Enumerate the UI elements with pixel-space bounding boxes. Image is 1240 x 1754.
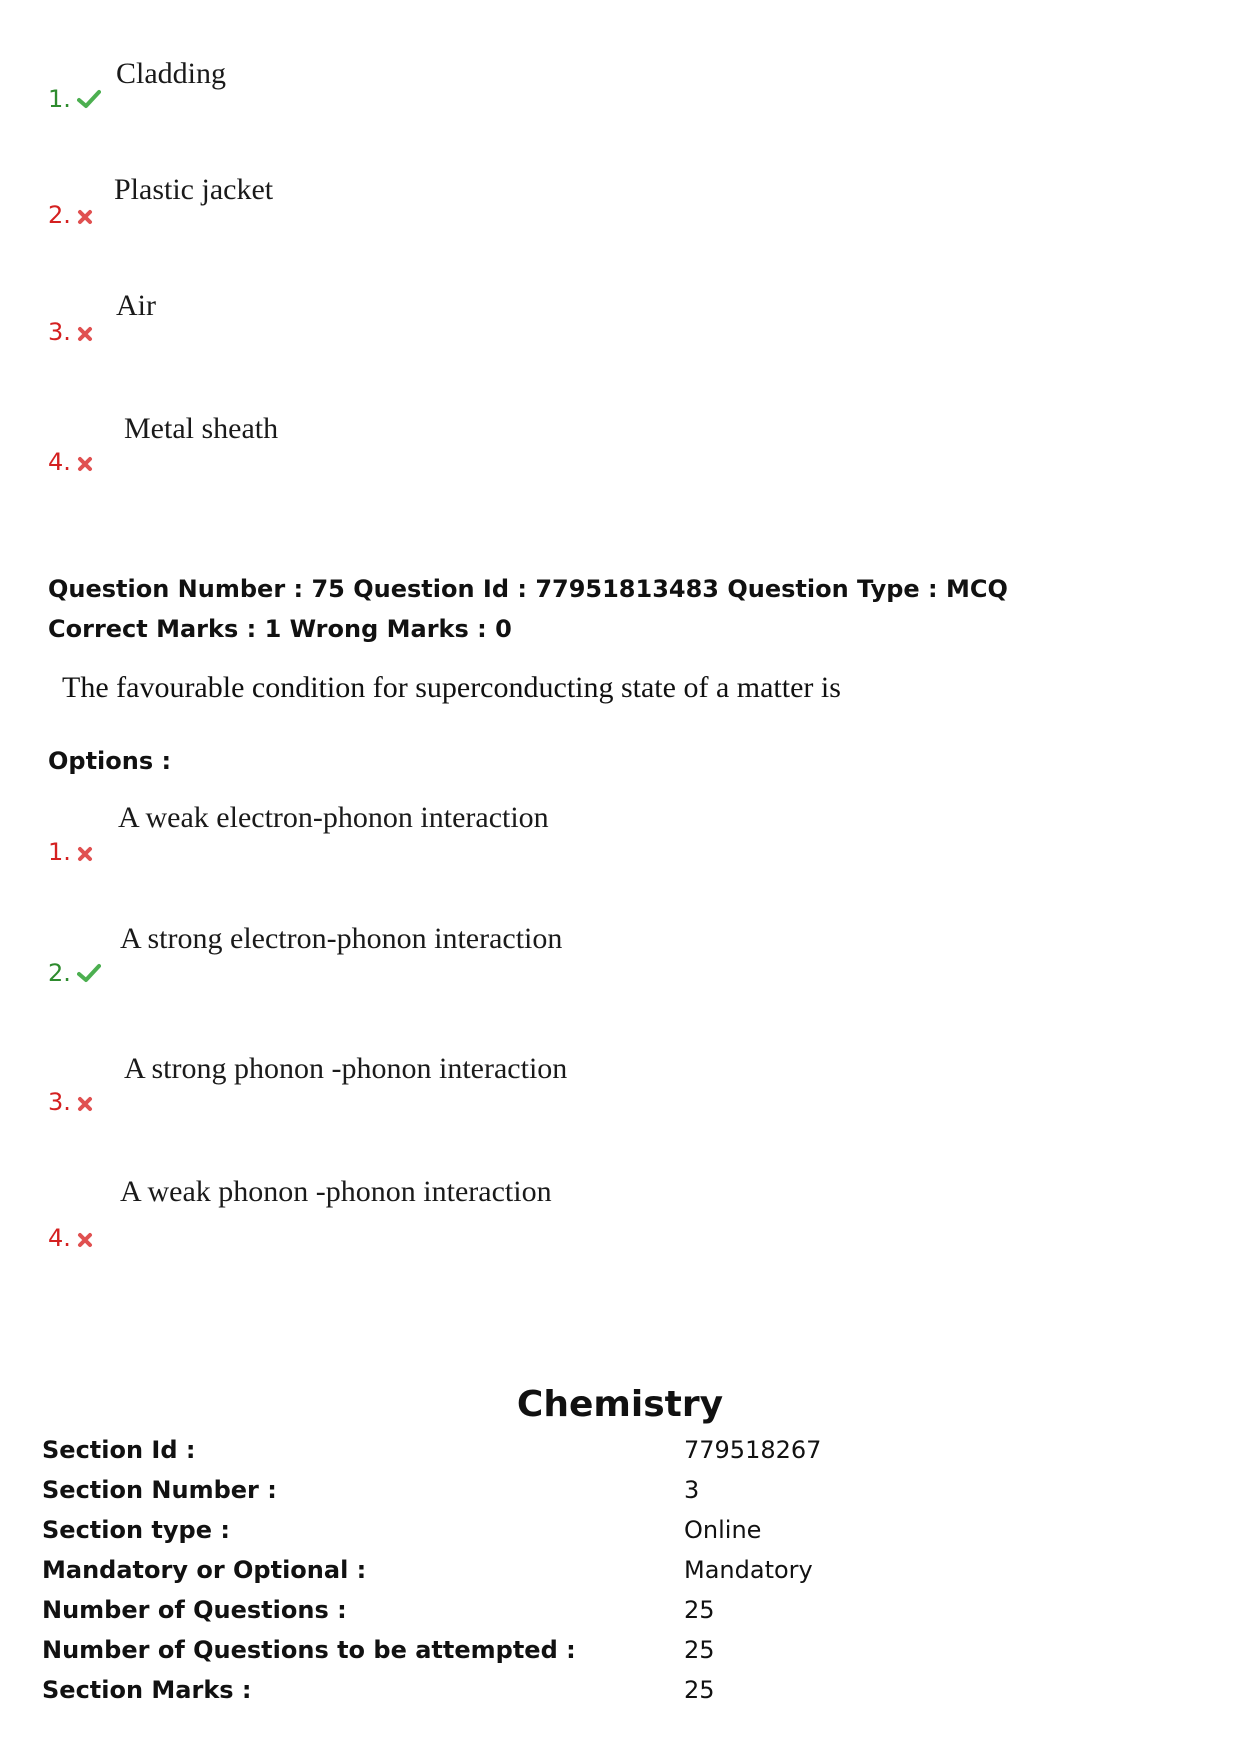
marks-meta: Correct Marks : 1 Wrong Marks : 0 [48,615,512,643]
section-value: 25 [684,1596,715,1624]
cross-icon [77,203,93,231]
cross-icon [77,320,93,348]
section-label: Number of Questions to be attempted : [42,1636,576,1664]
cross-icon [77,450,93,478]
option-number [48,318,93,348]
question-meta: Question Number : 75 Question Id : 77951813483 Question Type : MCQ [48,575,1008,603]
option-number [48,838,93,868]
section-value: 25 [684,1676,715,1704]
option-number [48,959,101,989]
cross-icon [77,1226,93,1254]
section-row [42,1514,1142,1550]
options-label: Options : [48,747,172,775]
section-label: Mandatory or Optional : [42,1556,367,1584]
cross-icon [77,1090,93,1118]
option-number-label: 1. [48,85,71,113]
option-number [48,1088,93,1118]
section-label: Section Number : [42,1476,277,1504]
option-text: Plastic jacket [114,173,274,206]
section-label: Section Id : [42,1436,196,1464]
option-number-label: 1. [48,838,71,866]
section-label: Section Marks : [42,1676,252,1704]
section-row [42,1554,1142,1590]
section-value: Online [684,1516,762,1544]
cross-icon [77,840,93,868]
option-number-label: 3. [48,1088,71,1116]
option-text: Metal sheath [124,412,279,445]
option-text: A strong electron-phonon interaction [120,922,563,955]
option-text: A weak phonon -phonon interaction [120,1175,552,1208]
section-row [42,1434,1142,1470]
option-number [48,448,93,478]
question-text: The favourable condition for superconducting state of a matter is [62,671,841,704]
option-number-label: 2. [48,201,71,229]
section-label: Number of Questions : [42,1596,347,1624]
option-text: Cladding [116,57,226,90]
option-text: A weak electron-phonon interaction [118,801,549,834]
section-value: Mandatory [684,1556,813,1584]
option-number-label: 4. [48,1224,71,1252]
option-text: Air [116,289,156,322]
option-number [48,201,93,231]
option-number [48,85,101,115]
option-number [48,1224,93,1254]
section-value: 779518267 [684,1436,822,1464]
section-row [42,1634,1142,1670]
option-text: A strong phonon -phonon interaction [124,1052,568,1085]
option-number-label: 2. [48,959,71,987]
section-row [42,1674,1142,1710]
check-icon [77,87,101,115]
section-label: Section type : [42,1516,230,1544]
option-number-label: 4. [48,448,71,476]
check-icon [77,961,101,989]
section-value: 25 [684,1636,715,1664]
section-value: 3 [684,1476,700,1504]
option-number-label: 3. [48,318,71,346]
section-row [42,1594,1142,1630]
section-title: Chemistry [516,1384,724,1425]
section-row [42,1474,1142,1510]
